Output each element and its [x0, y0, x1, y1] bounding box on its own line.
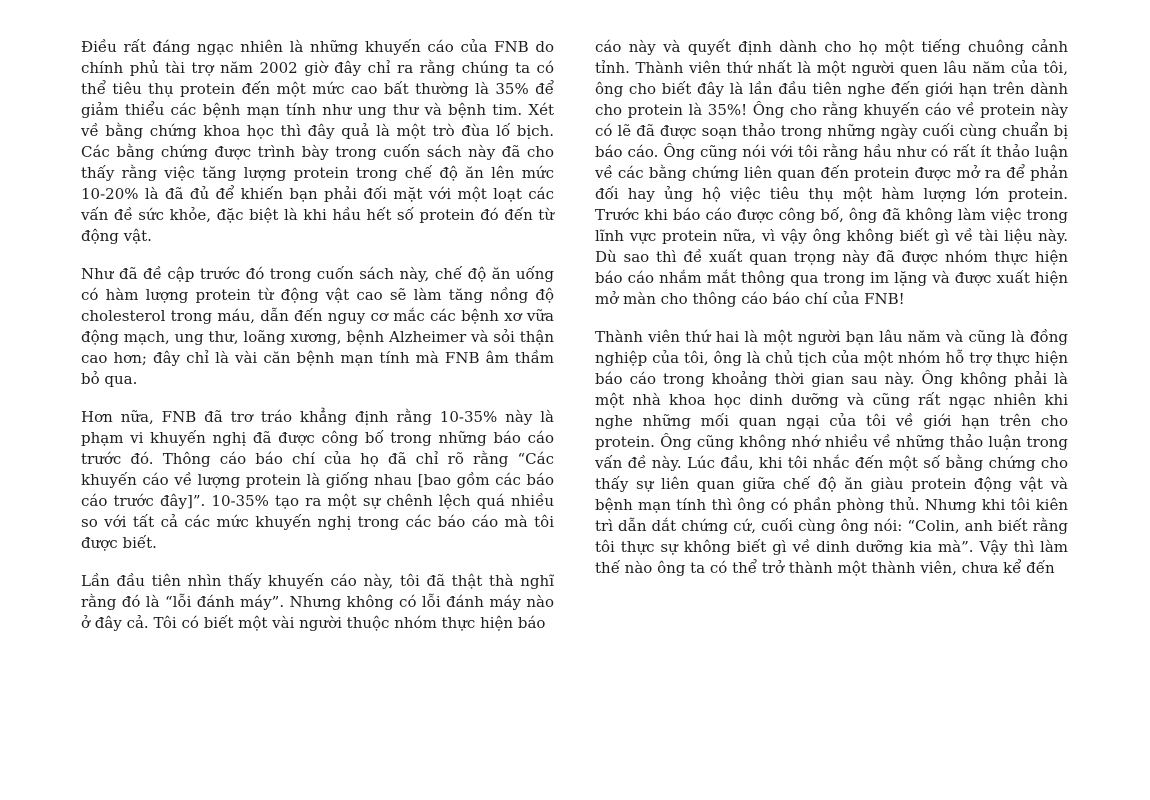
- paragraph: cáo này và quyết định dành cho họ một tiếng chuông cảnh tỉnh. Thành viên thứ nhất là một người quen lâu năm của tôi, ông cho biết đây là lần đầu tiên nghe đến giới hạn trên dành cho protein là 35%! Ông cho rằng khuyến cáo về protein này có lẽ đã được soạn thảo trong những ngày cuối cùng chuẩn bị báo cáo. Ông cũng nói với tôi rằng hầu như có rất ít thảo luận về các bằng chứng liên quan đến protein được mở ra để phản đối hay ủng hộ việc tiêu thụ một hàm lượng lớn protein. Trước khi báo cáo được công bố, ông đã không làm việc trong lĩnh vực protein nữa, vì vậy ông không biết gì về tài liệu này. Dù sao thì đề xuất quan trọng này đã được nhóm thực hiện báo cáo nhắm mắt thông qua trong im lặng và được xuất hiện mở màn cho thông cáo báo chí của FNB!: [595, 38, 1068, 308]
- paragraph: Thành viên thứ hai là một người bạn lâu năm và cũng là đồng nghiệp của tôi, ông là chủ tịch của một nhóm hỗ trợ thực hiện báo cáo trong khoảng thời gian sau này. Ông không phải là một nhà khoa học dinh dưỡng và cũng rất ngạc nhiên khi nghe những mối quan ngại của tôi về giới hạn trên cho protein. Ông cũng không nhớ nhiều về những thảo luận trong vấn đề này. Lúc đầu, khi tôi nhắc đến một số bằng chứng cho thấy sự liên quan giữa chế độ ăn giàu protein động vật và bệnh mạn tính thì ông có phần phòng thủ. Nhưng khi tôi kiên trì dẫn dắt chứng cứ, cuối cùng ông nói: “Colin, anh biết rằng tôi thực sự không biết gì về dinh dưỡng kia mà”. Vậy thì làm thế nào ông ta có thể trở thành một thành viên, chưa kể đến: [595, 328, 1068, 577]
- paragraph: Lần đầu tiên nhìn thấy khuyến cáo này, tôi đã thật thà nghĩ rằng đó là “lỗi đánh máy”. Nhưng không có lỗi đánh máy nào ở đây cả. Tôi có biết một vài người thuộc nhóm thực hiện báo: [81, 572, 554, 632]
- text-column-right: [595, 37, 1068, 579]
- paragraph: Như đã đề cập trước đó trong cuốn sách này, chế độ ăn uống có hàm lượng protein từ động vật cao sẽ làm tăng nồng độ cholesterol trong máu, dẫn đến nguy cơ mắc các bệnh xơ vữa động mạch, ung thư, loãng xương, bệnh Alzheimer và sỏi thận cao hơn; đây chỉ là vài căn bệnh mạn tính mà FNB âm thầm bỏ qua.: [81, 265, 554, 388]
- paragraph: Điều rất đáng ngạc nhiên là những khuyến cáo của FNB do chính phủ tài trợ năm 2002 giờ đây chỉ ra rằng chúng ta có thể tiêu thụ protein đến một mức cao bất thường là 35% để giảm thiểu các bệnh mạn tính như ung thư và bệnh tim. Xét về bằng chứng khoa học thì đây quả là một trò đùa lố bịch. Các bằng chứng được trình bày trong cuốn sách này đã cho thấy rằng việc tăng lượng protein trong chế độ ăn lên mức 10-20% là đã đủ để khiến bạn phải đối mặt với một loạt các vấn đề sức khỏe, đặc biệt là khi hầu hết số protein đó đến từ động vật.: [81, 38, 554, 245]
- text-column-left: [81, 37, 554, 634]
- paragraph: Hơn nữa, FNB đã trơ tráo khẳng định rằng 10-35% này là phạm vi khuyến nghị đã được công bố trong những báo cáo trước đó. Thông cáo báo chí của họ đã chỉ rõ rằng “Các khuyến cáo về lượng protein là giống nhau [bao gồm các báo cáo trước đây]”. 10-35% tạo ra một sự chênh lệch quá nhiều so với tất cả các mức khuyến nghị trong các báo cáo mà tôi được biết.: [81, 408, 554, 552]
